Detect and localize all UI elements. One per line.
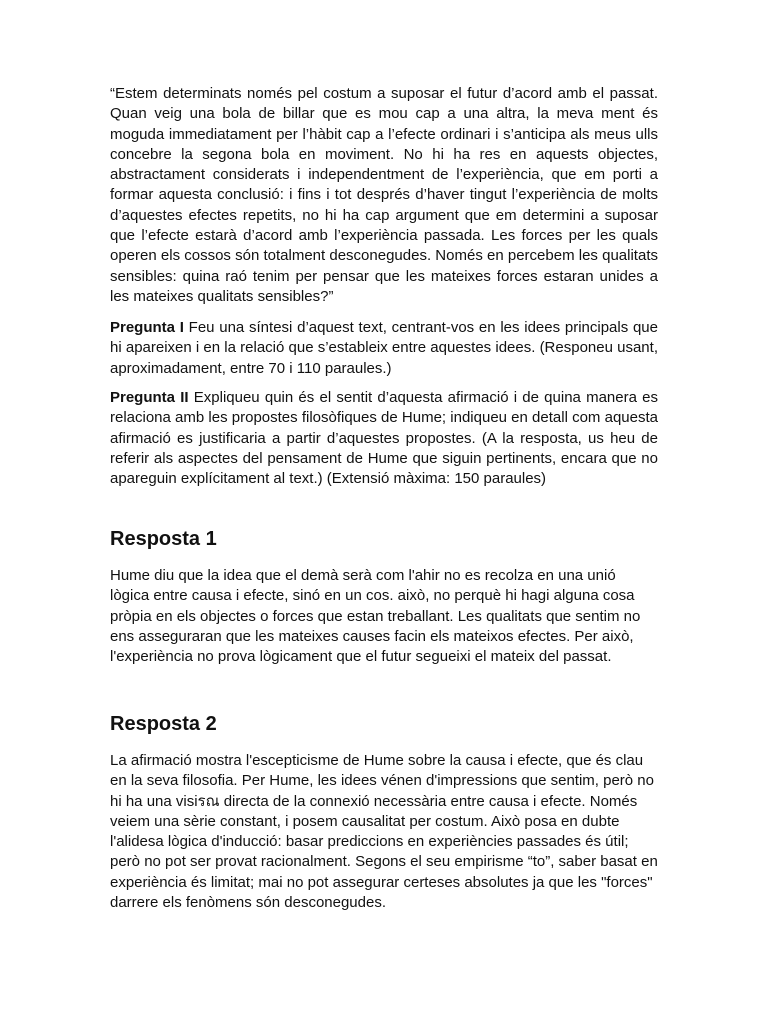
question-2 (110, 388, 658, 489)
question-2-label: Pregunta II (110, 389, 189, 406)
question-1-label: Pregunta I (110, 319, 184, 336)
question-2-text: Expliqueu quin és el sentit d’aquesta afirmació i de quina manera es relaciona amb les propostes filosòfiques de Hume; indiqueu en detall com aquesta afirmació es justificaria a partir d’aquestes propostes. (A la resposta, us heu de referir als aspectes del pensament de Hume que siguin pertinents, encara que no apareguin explícitament al text.) (Extensió màxima: 150 paraules) (110, 389, 658, 488)
answer-1-text: Hume diu que la idea que el demà serà com l'ahir no es recolza en una unió lògica entre causa i efecte, sinó en un cos. això, no perquè hi hagi alguna cosa pròpia en els objectes o forces que estan treballant. Les qualitats que sentim no ens asseguraran que les mateixes causes facin els mateixos efectes. Per això, l'experiència no prova lògicament que el futur segueixi el mateix del passat. (110, 567, 641, 666)
question-1 (110, 318, 658, 379)
answer-2-text: La afirmació mostra l'escepticisme de Hume sobre la causa i efecte, que és clau en la seva filosofia. Per Hume, les idees vénen d'impressions que sentim, però no hi ha una visiรณ directa de la connexió necessària entre causa i efecte. Només veiem una sèrie constant, i posem causalitat per costum. Això posa en dubte l'alidesa lògica d'inducció: basar prediccions en experiències passades és útil; però no pot ser provat racionalment. Segons el seu empirisme “to”, saber basat en experiència és limitat; mai no pot assegurar certeses absolutes ja que les "forces" darrere els fenòmens són desconegudes. (110, 752, 658, 912)
answer-2-heading: Resposta 2 (110, 713, 217, 735)
answer-1-heading: Resposta 1 (110, 528, 217, 550)
quote-paragraph: “Estem determinats només pel costum a suposar el futur d’acord amb el passat. Quan veig una bola de billar que es mou cap a una altra, la meva ment és moguda immediatament per l’hàbit cap a l’efecte ordinari i s’anticipa als meus ulls concebre la segona bola en moviment. No hi ha res en aquests objectes, abstractament considerats i independentment de l’experiència, que em porti a formar aquesta conclusió: i fins i tot després d’haver tingut l’experiència de molts d’aquestes efectes repetits, no hi ha cap argument que em determini a suposar que l’efecte estarà d’acord amb l’experiència passada. Les forces per les quals operen els cossos són totalment desconegudes. Només en percebem les qualitats sensibles: quina raó tenim per pensar que les mateixes forces estaran unides a les mateixes qualitats sensibles?” (110, 85, 658, 305)
question-1-text: Feu una síntesi d’aquest text, centrant-vos en les idees principals que hi apareixen i en la relació que s’estableix entre aquestes idees. (Responeu usant, aproximadament, entre 70 i 110 paraules.) (110, 319, 658, 377)
